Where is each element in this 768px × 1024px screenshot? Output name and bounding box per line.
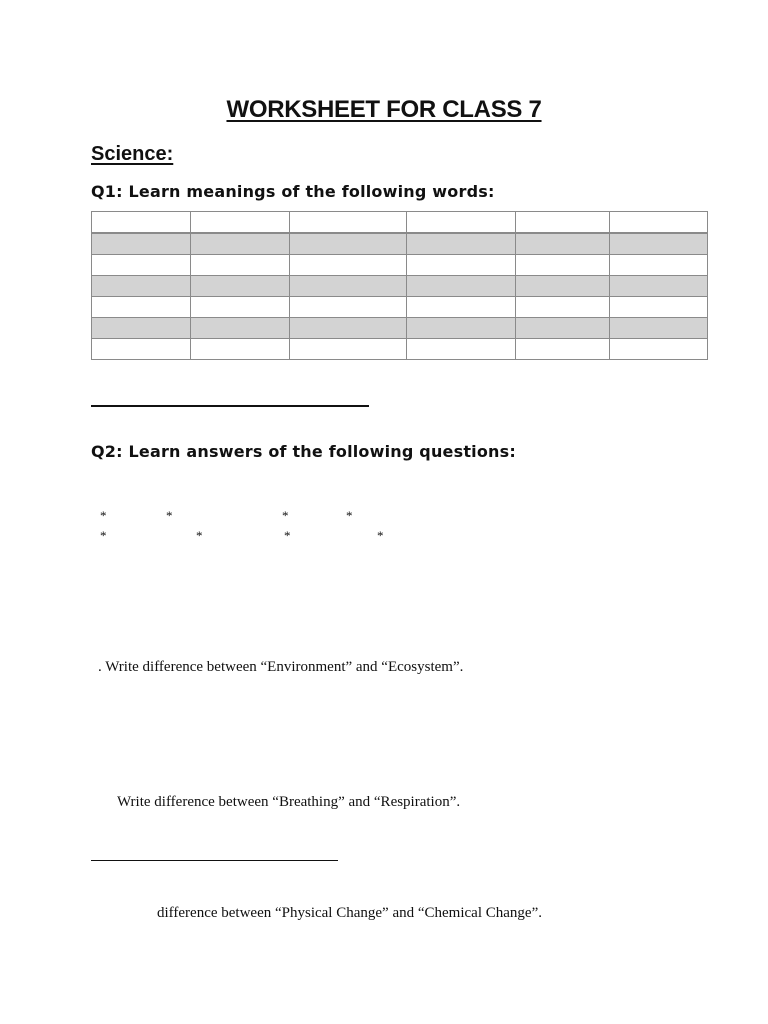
question-1-label: Q1: Learn meanings of the following words:: [91, 182, 495, 201]
table-cell: [610, 212, 708, 234]
bullet-mark: *: [282, 508, 289, 523]
table-cell: [516, 297, 610, 318]
table-cell: [407, 233, 516, 255]
bullet-mark: *: [284, 528, 291, 543]
table-cell: [191, 339, 290, 360]
breathing-respiration-question: Write difference between “Breathing” and “Respiration”.: [117, 794, 461, 810]
word-meanings-table: [91, 211, 708, 360]
table-cell: [92, 233, 191, 255]
table-cell: [92, 339, 191, 360]
table-cell: [407, 276, 516, 297]
environment-ecosystem-question: . Write difference between “Environment” and “Ecosystem”.: [98, 659, 464, 675]
table-cell: [407, 255, 516, 276]
table-cell: [516, 233, 610, 255]
table-row: [92, 233, 708, 255]
table-cell: [610, 318, 708, 339]
table-cell: [191, 255, 290, 276]
table-cell: [407, 297, 516, 318]
table-row: [92, 339, 708, 360]
table-cell: [516, 255, 610, 276]
table-cell: [92, 318, 191, 339]
bullet-mark: *: [377, 528, 384, 543]
table-cell: [516, 318, 610, 339]
table-cell: [290, 318, 407, 339]
table-cell: [610, 233, 708, 255]
table-cell: [610, 339, 708, 360]
physical-chemical-change-question: difference between “Physical Change” and “Chemical Change”.: [157, 905, 542, 921]
table-cell: [92, 212, 191, 234]
table-cell: [92, 255, 191, 276]
bullet-mark: *: [196, 528, 203, 543]
table-cell: [92, 276, 191, 297]
table-cell: [191, 318, 290, 339]
bullet-mark: *: [346, 508, 353, 523]
table-cell: [610, 297, 708, 318]
table-row: [92, 297, 708, 318]
question-2-label: Q2: Learn answers of the following questions:: [91, 442, 516, 461]
table-cell: [610, 276, 708, 297]
table-row: [92, 212, 708, 234]
table-cell: [191, 276, 290, 297]
bullet-mark: *: [100, 528, 107, 543]
table-row: [92, 255, 708, 276]
table-row: [92, 318, 708, 339]
separator-line: [91, 405, 369, 407]
table-cell: [290, 212, 407, 234]
table-cell: [191, 233, 290, 255]
bullet-mark: *: [100, 508, 107, 523]
table-row: [92, 276, 708, 297]
table-cell: [516, 276, 610, 297]
answer-line: [91, 860, 338, 861]
table-cell: [407, 318, 516, 339]
table-cell: [191, 297, 290, 318]
table-cell: [407, 339, 516, 360]
table-cell: [290, 233, 407, 255]
table-cell: [290, 276, 407, 297]
bullet-mark: *: [166, 508, 173, 523]
table-cell: [290, 255, 407, 276]
table-cell: [516, 339, 610, 360]
table-cell: [516, 212, 610, 234]
table-cell: [290, 339, 407, 360]
table-cell: [191, 212, 290, 234]
table-cell: [92, 297, 191, 318]
subject-heading: Science:: [91, 143, 174, 165]
worksheet-title: WORKSHEET FOR CLASS 7: [226, 96, 542, 123]
table-cell: [610, 255, 708, 276]
table-cell: [407, 212, 516, 234]
table-cell: [290, 297, 407, 318]
